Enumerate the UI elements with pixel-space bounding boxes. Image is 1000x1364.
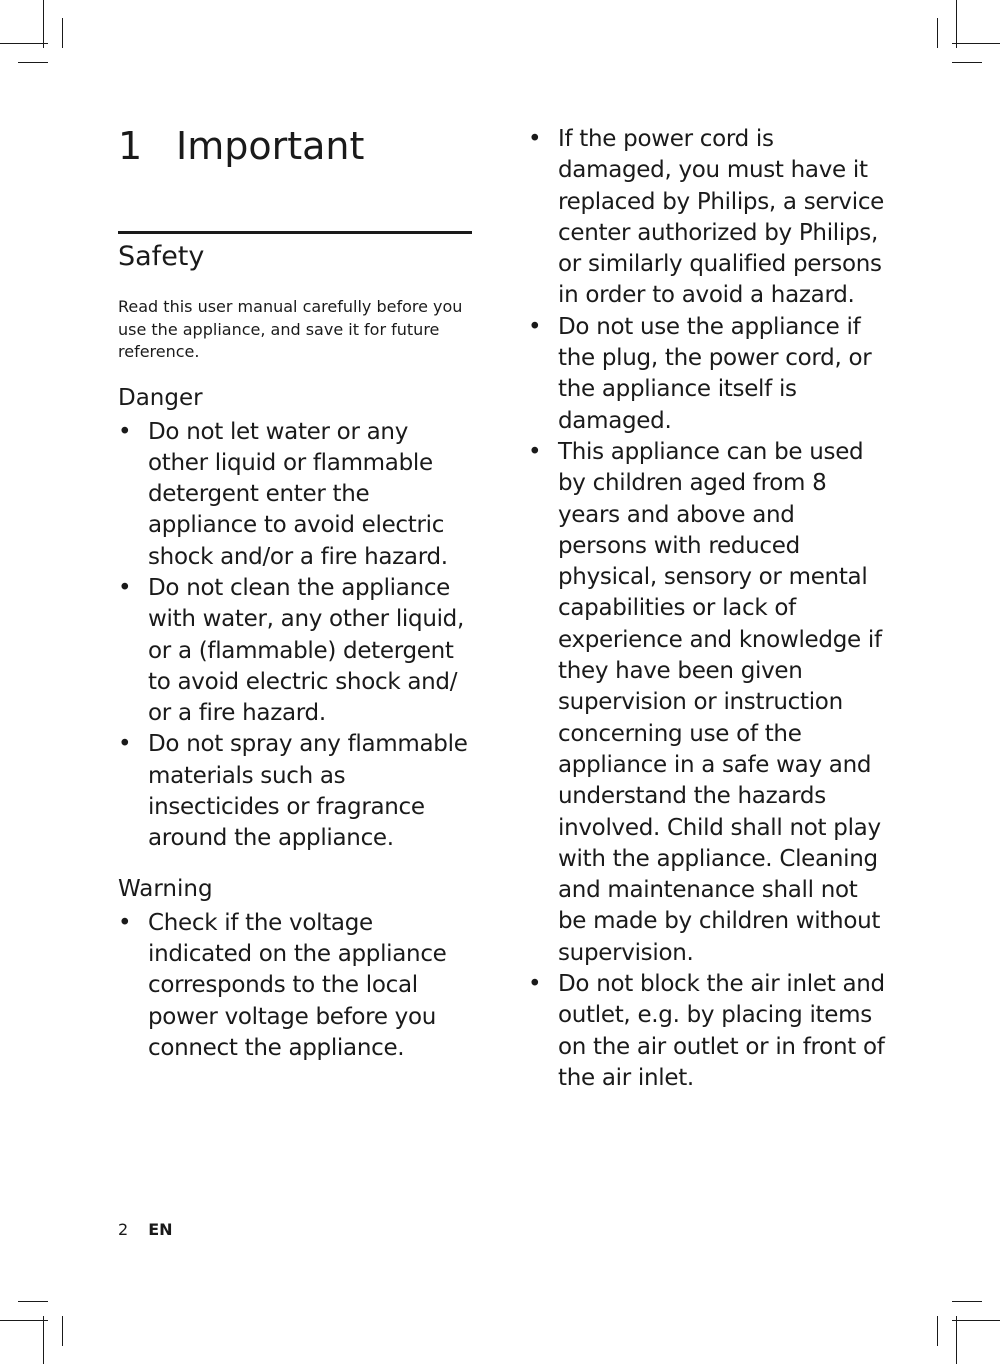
list-item-text: Check if the voltage indicated on the appliance corresponds to the local power voltage before you connect the appliance. <box>148 909 447 1061</box>
warning-list <box>118 908 472 1064</box>
list-item <box>118 417 472 573</box>
crop-mark <box>0 1320 48 1321</box>
crop-mark <box>937 1316 938 1346</box>
crop-mark <box>18 62 48 63</box>
danger-list <box>118 417 472 855</box>
list-item-text: If the power cord is damaged, you must have it replaced by Philips, a service center authorized by Philips, or similarly qualified persons in order to avoid a hazard. <box>558 126 885 309</box>
crop-mark <box>952 1301 982 1302</box>
crop-mark <box>62 18 63 48</box>
list-item-text: Do not block the air inlet and outlet, e.g. by placing items on the air outlet or in front of the air inlet. <box>558 971 885 1091</box>
danger-heading: Danger <box>118 384 203 411</box>
crop-mark <box>956 0 957 48</box>
bullet-icon: • <box>528 313 542 340</box>
list-item-text: Do not spray any flammable materials such as insecticides or fragrance around the appliance. <box>148 731 468 852</box>
list-item-text: Do not clean the appliance with water, any other liquid, or a (flammable) detergent to avoid electric shock and/ or a fire hazard. <box>148 574 464 727</box>
warning-heading: Warning <box>118 875 213 902</box>
bullet-icon: • <box>528 126 542 152</box>
crop-mark <box>0 43 48 44</box>
bullet-icon: • <box>528 438 542 465</box>
bullet-icon: • <box>118 731 132 758</box>
bullet-icon: • <box>118 418 132 445</box>
crop-mark <box>952 1320 1000 1321</box>
language-code: EN <box>148 1220 173 1239</box>
chapter-title: Important <box>176 124 365 168</box>
left-column <box>118 231 472 1064</box>
list-item <box>528 312 890 437</box>
chapter-heading <box>118 124 364 168</box>
crop-mark <box>956 1316 957 1364</box>
crop-mark <box>18 1301 48 1302</box>
list-item-text: Do not use the appliance if the plug, the power cord, or the appliance itself is damaged. <box>558 313 872 434</box>
crop-mark <box>937 18 938 48</box>
list-item <box>118 729 472 854</box>
right-column <box>528 124 890 1094</box>
safety-title: Safety <box>118 241 205 272</box>
section-rule <box>118 231 472 234</box>
bullet-icon: • <box>528 971 542 998</box>
chapter-number: 1 <box>118 124 143 168</box>
list-item <box>118 573 472 729</box>
crop-mark <box>952 62 982 63</box>
list-item-text: This appliance can be used by children aged from 8 years and above and persons with reduced physical, sensory or mental capabilities or lack of experience and knowledge if they have been given supervision or instruction concerning use of the appliance in a safe way and understand the hazards involved. Child shall not play with the appliance. Cleaning and maintenance shall not be made by children without supervision. <box>558 438 882 966</box>
page-footer <box>118 1219 173 1241</box>
crop-mark <box>952 43 1000 44</box>
list-item <box>118 908 472 1064</box>
crop-mark <box>43 1316 44 1364</box>
list-item-text: Do not let water or any other liquid or flammable detergent enter the appliance to avoid electric shock and/or a fire hazard. <box>148 418 448 570</box>
page-number: 2 <box>118 1220 129 1239</box>
list-item <box>528 969 890 1094</box>
crop-mark <box>62 1316 63 1346</box>
bullet-icon: • <box>118 574 132 601</box>
warning-list-continued <box>528 124 890 1094</box>
bullet-icon: • <box>118 909 132 936</box>
safety-intro: Read this user manual carefully before you use the appliance, and save it for future reference. <box>118 297 463 361</box>
list-item <box>528 437 890 969</box>
list-item <box>528 124 890 312</box>
crop-mark <box>43 0 44 48</box>
